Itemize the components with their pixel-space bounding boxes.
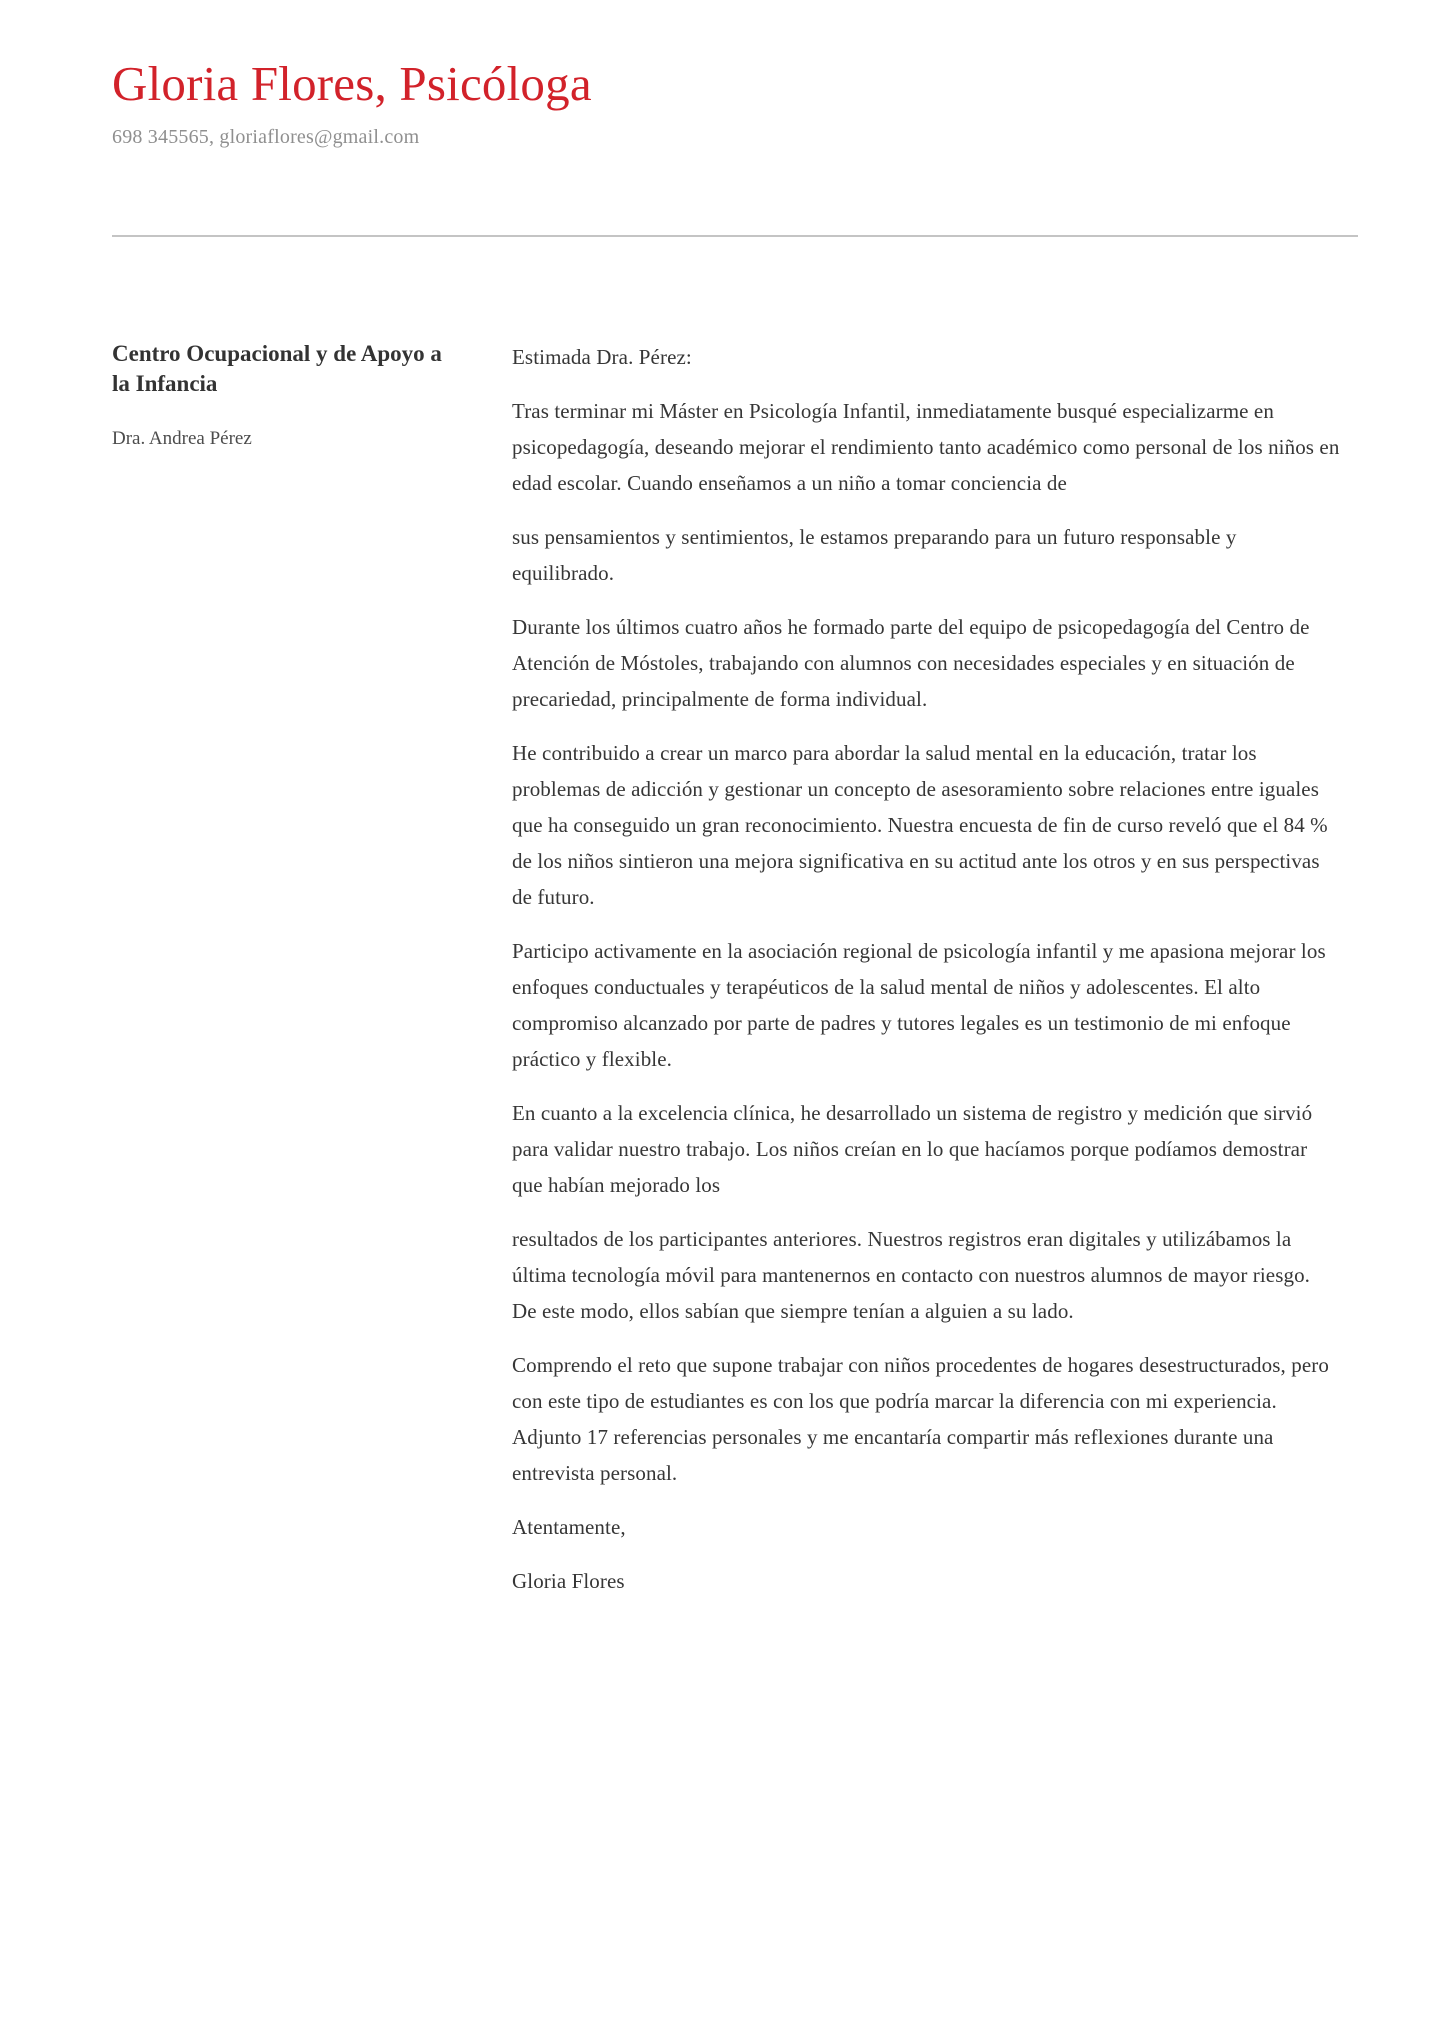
recipient-block	[112, 339, 457, 1599]
letter-paragraph: Durante los últimos cuatro años he formado parte del equipo de psicopedagogía del Centro de Atención de Móstoles, trabajando con alumnos con necesidades especiales y en situación de precariedad, principalmente de forma individual.	[512, 615, 1310, 712]
recipient-organization: Centro Ocupacional y de Apoyo a la Infancia	[112, 341, 442, 396]
letter-body	[112, 339, 1358, 1599]
letter-paragraph: resultados de los participantes anteriores. Nuestros registros eran digitales y utilizábamos la última tecnología móvil para mantenernos en contacto con nuestros alumnos de mayor riesgo. De este modo, ellos sabían que siempre tenían a alguien a su lado.	[512, 1227, 1311, 1324]
contact-info: 698 345565, gloriaflores@gmail.com	[112, 126, 420, 149]
letter-paragraph: sus pensamientos y sentimientos, le estamos preparando para un futuro responsable y equilibrado.	[512, 525, 1237, 586]
salutation: Estimada Dra. Pérez:	[512, 345, 692, 370]
letter-paragraph: He contribuido a crear un marco para abordar la salud mental en la educación, tratar los problemas de adicción y gestionar un concepto de asesoramiento sobre relaciones entre iguales que ha conseguido un gran reconocimiento. Nuestra encuesta de fin de curso reveló que el 84 % de los niños sintieron una mejora significativa en su actitud ante los otros y en sus perspectivas de futuro.	[512, 741, 1328, 910]
letter-text	[512, 339, 1340, 1599]
page-title: Gloria Flores, Psicóloga	[112, 56, 592, 111]
header-divider	[112, 235, 1358, 237]
letter-paragraph: Tras terminar mi Máster en Psicología Infantil, inmediatamente busqué especializarme en psicopedagogía, deseando mejorar el rendimiento tanto académico como personal de los niños en edad escolar. Cuando enseñamos a un niño a tomar conciencia de	[512, 399, 1340, 496]
letter-paragraph: Comprendo el reto que supone trabajar con niños procedentes de hogares desestructurados, pero con este tipo de estudiantes es con los que podría marcar la diferencia con mi experiencia. Adjunto 17 referencias personales y me encantaría compartir más reflexiones durante una entrevista personal.	[512, 1353, 1329, 1486]
signature: Gloria Flores	[512, 1569, 625, 1594]
recipient-contact-person: Dra. Andrea Pérez	[112, 428, 252, 450]
closing: Atentamente,	[512, 1515, 626, 1540]
letter-paragraph: En cuanto a la excelencia clínica, he desarrollado un sistema de registro y medición que sirvió para validar nuestro trabajo. Los niños creían en lo que hacíamos porque podíamos demostrar que habían mejorado los	[512, 1101, 1313, 1198]
letter-paragraph: Participo activamente en la asociación regional de psicología infantil y me apasiona mejorar los enfoques conductuales y terapéuticos de la salud mental de niños y adolescentes. El alto compromiso alcanzado por parte de padres y tutores legales es un testimonio de mi enfoque práctico y flexible.	[512, 939, 1326, 1072]
letter-header	[112, 0, 1358, 149]
